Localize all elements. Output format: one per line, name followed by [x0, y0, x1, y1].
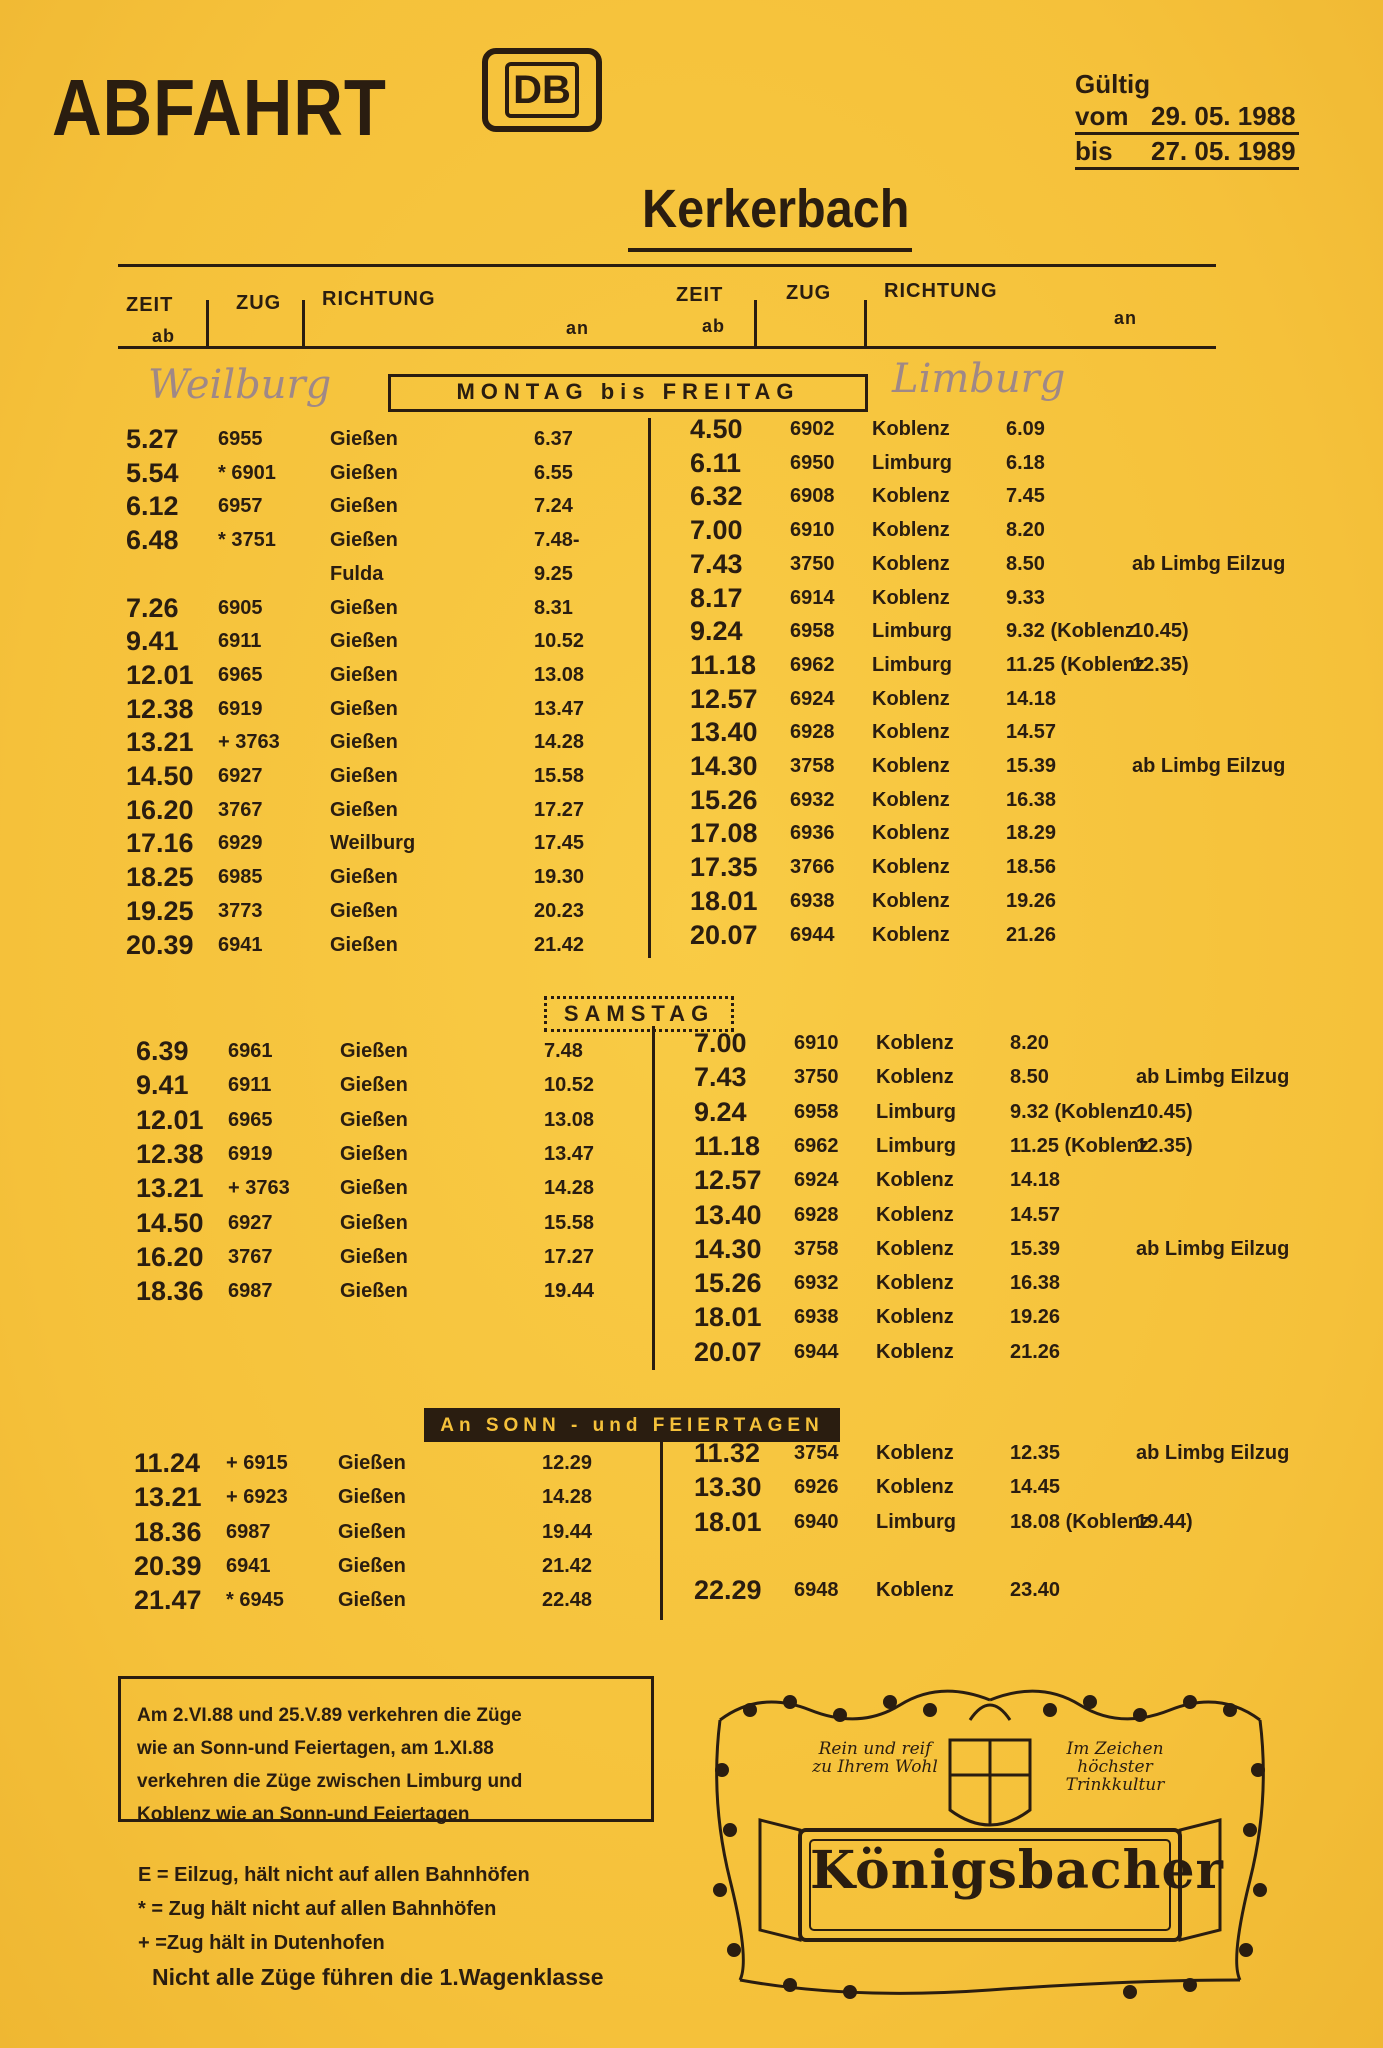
header-bottom-rule: [118, 346, 1216, 349]
destination: Limburg: [872, 451, 952, 474]
arrival-time: 18.08 (Koblenz: [1010, 1510, 1151, 1533]
train-number: + 3763: [228, 1177, 290, 1200]
arrival-time: 6.37: [534, 428, 573, 450]
train-number: 6940: [794, 1510, 839, 1533]
destination: Limburg: [876, 1510, 956, 1533]
arrival-time: 6.09: [1006, 418, 1045, 440]
arrival-time: 12.35: [1010, 1442, 1061, 1464]
destination: Gießen: [340, 1177, 408, 1200]
departure-time: 13.40: [690, 717, 758, 748]
departure-time: 9.24: [694, 1096, 747, 1127]
departure-time: 16.20: [136, 1241, 204, 1272]
arrival-time: 8.31: [534, 596, 573, 619]
destination: Koblenz: [876, 1066, 954, 1089]
arrival-time: 16.38: [1006, 788, 1057, 811]
train-number: 6985: [218, 866, 263, 889]
departure-time: 18.01: [694, 1506, 762, 1537]
arrival-time: 17.45: [534, 832, 585, 855]
section-weekday: MONTAG bis FREITAG: [388, 374, 868, 412]
center-separator: [660, 1440, 663, 1620]
arrival-time: 9.32 (Koblenz: [1006, 620, 1135, 643]
remark: ab Limbg Eilzug: [1136, 1237, 1290, 1260]
departure-time: 12.57: [694, 1165, 762, 1196]
train-number: * 6945: [226, 1589, 284, 1612]
arrival-time: 22.48: [542, 1589, 593, 1612]
departure-time: 18.01: [694, 1302, 762, 1333]
section-sunday: An SONN - und FEIERTAGEN: [424, 1408, 840, 1442]
train-number: 3750: [794, 1066, 839, 1089]
arrival-time: 20.23: [534, 899, 585, 922]
departure-time: 19.25: [126, 895, 194, 926]
arrival-time: 7.24: [534, 495, 573, 518]
departure-time: 8.17: [690, 582, 743, 613]
destination: Gießen: [330, 866, 398, 889]
arrival-time: 19.26: [1010, 1306, 1061, 1329]
departure-time: 12.01: [126, 659, 194, 690]
destination: Koblenz: [876, 1340, 954, 1363]
train-number: 6905: [218, 596, 263, 619]
departure-time: 18.36: [136, 1276, 204, 1307]
train-number: 6962: [794, 1134, 839, 1157]
note-line: Am 2.VI.88 und 25.V.89 verkehren die Züge: [137, 1705, 522, 1726]
train-number: 6938: [794, 1306, 839, 1329]
destination: Koblenz: [872, 721, 950, 744]
train-number: 6914: [790, 586, 835, 609]
train-number: 6911: [218, 630, 262, 653]
train-number: 6908: [790, 485, 835, 508]
destination: Gießen: [330, 596, 398, 619]
center-separator: [648, 418, 651, 958]
departure-time: 14.30: [690, 751, 758, 781]
destination: Koblenz: [872, 856, 950, 879]
train-number: 6924: [790, 687, 835, 710]
train-number: 6965: [218, 663, 263, 686]
arrival-time: 10.52: [534, 630, 585, 653]
train-number: 6927: [228, 1211, 273, 1234]
train-number: 3758: [790, 755, 835, 777]
departure-time: 7.43: [694, 1062, 747, 1093]
departure-time: 6.39: [136, 1036, 189, 1066]
departure-time: 9.41: [126, 626, 179, 657]
train-number: 3767: [218, 798, 263, 821]
departure-time: 17.16: [126, 828, 194, 859]
arrival-time: 14.18: [1006, 687, 1057, 710]
arrival-time: 17.27: [534, 798, 585, 821]
departure-time: 12.01: [136, 1104, 204, 1135]
col-zug-left: ZUG: [236, 292, 282, 314]
arrival-time: 10.52: [544, 1074, 595, 1097]
departure-time: 16.20: [126, 794, 194, 825]
departure-time: 7.26: [126, 592, 179, 623]
arrival-time: 18.29: [1006, 822, 1057, 845]
train-number: 6928: [790, 721, 835, 744]
destination: Koblenz: [876, 1237, 954, 1260]
departure-time: 15.26: [690, 784, 758, 815]
destination: Gießen: [340, 1280, 408, 1303]
destination: Koblenz: [876, 1032, 954, 1054]
arrival-time: 13.08: [534, 663, 585, 686]
koenigsbacher-advert: [700, 1680, 1280, 2010]
train-number: * 3751: [218, 529, 276, 552]
arrival-time: 7.48: [544, 1040, 583, 1062]
station-underline: [628, 248, 912, 252]
remark: ab Limbg Eilzug: [1136, 1442, 1290, 1464]
arrival-time: 14.45: [1010, 1476, 1061, 1499]
destination: Koblenz: [872, 552, 950, 575]
col-an-left: an: [566, 318, 590, 338]
train-number: 6958: [794, 1100, 839, 1123]
arrival-time: 18.56: [1006, 856, 1057, 879]
destination: Koblenz: [872, 418, 950, 440]
destination: Limburg: [872, 620, 952, 643]
departure-time: 5.54: [126, 457, 179, 488]
arrival-time: 19.26: [1006, 889, 1057, 912]
destination: Koblenz: [876, 1169, 954, 1192]
departure-time: 11.32: [694, 1438, 761, 1468]
destination: Gießen: [330, 630, 398, 653]
departure-time: 5.27: [126, 424, 179, 454]
station-name: Kerkerbach: [642, 179, 910, 239]
departure-time: 6.48: [126, 525, 179, 556]
departure-time: 18.25: [126, 862, 194, 893]
departure-time: 9.41: [136, 1070, 189, 1101]
destination: Limburg: [872, 653, 952, 676]
arrival-time: 14.28: [544, 1177, 595, 1200]
train-number: 6924: [794, 1169, 839, 1192]
destination: Limburg: [876, 1134, 956, 1157]
db-logo-text: DB: [505, 62, 579, 118]
departure-time: 11.18: [694, 1130, 761, 1161]
departure-time: 14.50: [126, 761, 194, 791]
center-separator: [652, 1026, 655, 1370]
header-divider: [206, 300, 209, 348]
train-number: 6911: [228, 1074, 272, 1097]
arrival-time: 14.57: [1006, 721, 1057, 744]
notes-box: [118, 1676, 654, 1825]
destination: Koblenz: [872, 822, 950, 845]
col-ab-right: ab: [702, 316, 726, 336]
departure-time: 6.12: [126, 491, 179, 522]
departure-time: 11.18: [690, 649, 757, 680]
validity-from-row: [1075, 100, 1299, 135]
departure-time: 6.11: [690, 447, 742, 478]
train-number: 6919: [218, 697, 263, 720]
arrival-time: 16.38: [1010, 1272, 1061, 1295]
destination: Gießen: [330, 765, 398, 787]
note-line: Koblenz wie an Sonn-und Feiertagen: [137, 1804, 470, 1825]
destination: Gießen: [330, 428, 398, 450]
validity-to-date: 27. 05. 1989: [1151, 136, 1296, 166]
destination: Koblenz: [876, 1306, 954, 1329]
arrival-time: 8.20: [1010, 1032, 1049, 1054]
train-number: 6929: [218, 832, 263, 855]
col-zeit-left: ZEIT: [126, 294, 174, 316]
departure-time: 22.29: [694, 1575, 762, 1606]
train-number: 6955: [218, 428, 263, 450]
remark: 10.45): [1132, 620, 1189, 643]
departure-time: 9.24: [690, 616, 743, 647]
col-richtung-right: RICHTUNG: [884, 280, 998, 302]
departure-time: 7.00: [694, 1028, 747, 1058]
train-number: 6957: [218, 495, 263, 518]
arrival-time: 9.32 (Koblenz: [1010, 1100, 1139, 1123]
destination: Koblenz: [872, 519, 950, 542]
departure-time: 13.21: [126, 727, 194, 758]
train-number: 6944: [790, 923, 835, 946]
arrival-time: 7.48-: [534, 529, 580, 552]
arrival-time: 23.40: [1010, 1579, 1061, 1602]
arrival-time: 8.50: [1006, 552, 1045, 575]
destination: Koblenz: [872, 923, 950, 946]
train-number: 6941: [226, 1554, 271, 1577]
destination: Gießen: [338, 1554, 406, 1577]
arrival-time: 13.47: [544, 1142, 595, 1165]
arrival-time: 21.42: [542, 1554, 593, 1577]
destination: Gießen: [330, 529, 398, 552]
departure-time: 20.39: [134, 1550, 202, 1581]
destination: Gießen: [330, 663, 398, 686]
departure-time: 17.08: [690, 818, 758, 849]
arrival-time: 15.39: [1006, 755, 1057, 777]
destination: Gießen: [338, 1589, 406, 1612]
train-number: 6944: [794, 1340, 839, 1363]
validity-from-date: 29. 05. 1988: [1151, 101, 1296, 131]
arrival-time: 8.20: [1006, 519, 1045, 542]
destination: Gießen: [330, 798, 398, 821]
arrival-time: 19.44: [542, 1520, 593, 1543]
arrival-time: 14.18: [1010, 1169, 1061, 1192]
arrival-time: 6.55: [534, 461, 573, 484]
arrival-time: 14.28: [542, 1486, 593, 1509]
train-number: 6926: [794, 1476, 839, 1499]
destination: Gießen: [340, 1142, 408, 1165]
arrival-time: 13.47: [534, 697, 585, 720]
train-number: 6948: [794, 1579, 839, 1602]
destination: Limburg: [876, 1100, 956, 1123]
remark: ab Limbg Eilzug: [1132, 755, 1286, 777]
advert-motto-left-1: Rein und reif: [818, 1739, 932, 1759]
validity-to-label: bis: [1075, 136, 1113, 166]
departure-time: 17.35: [690, 852, 758, 883]
train-number: 3758: [794, 1237, 839, 1260]
note-line: verkehren die Züge zwischen Limburg und: [137, 1771, 523, 1792]
destination: Koblenz: [872, 485, 950, 508]
train-number: + 6923: [226, 1486, 288, 1509]
train-number: 3773: [218, 899, 263, 922]
train-number: 6950: [790, 451, 835, 474]
train-number: 6936: [790, 822, 835, 845]
legend-wagenklasse: Nicht alle Züge führen die 1.Wagenklasse: [152, 1964, 604, 1990]
departure-time: 20.07: [690, 919, 758, 950]
arrival-time: 11.25 (Koblenz: [1010, 1134, 1149, 1157]
departure-time: 15.26: [694, 1268, 762, 1299]
train-number: 6987: [228, 1280, 273, 1303]
destination: Gießen: [340, 1040, 408, 1062]
destination: Weilburg: [330, 832, 416, 855]
destination: Gießen: [340, 1074, 408, 1097]
train-number: 6965: [228, 1108, 273, 1131]
departure-time: 20.07: [694, 1336, 762, 1367]
arrival-time: 12.29: [542, 1452, 593, 1474]
destination: Gießen: [330, 933, 398, 956]
remark: ab Limbg Eilzug: [1136, 1066, 1290, 1089]
train-number: 6987: [226, 1520, 271, 1543]
destination: Koblenz: [872, 755, 950, 777]
db-logo: [482, 48, 602, 132]
destination: Koblenz: [872, 788, 950, 811]
advert-brand: Königsbacher: [810, 1840, 1224, 1901]
col-an-right: an: [1114, 308, 1138, 328]
destination: Koblenz: [872, 586, 950, 609]
departure-time: 18.36: [134, 1516, 202, 1547]
col-zeit-right: ZEIT: [676, 284, 724, 306]
departure-time: 13.21: [134, 1482, 202, 1513]
train-number: 6928: [794, 1203, 839, 1226]
destination: Gießen: [338, 1486, 406, 1509]
train-number: 6961: [228, 1040, 273, 1062]
arrival-time: 15.58: [544, 1211, 595, 1234]
arrival-time: 15.58: [534, 765, 585, 787]
header-top-rule: [118, 264, 1216, 267]
departure-time: 11.24: [134, 1448, 201, 1478]
departure-time: 12.57: [690, 683, 758, 714]
train-number: 6927: [218, 765, 263, 787]
legend-star: * = Zug hält nicht auf allen Bahnhöfen: [138, 1898, 497, 1920]
train-number: 6910: [794, 1032, 839, 1054]
departure-time: 18.01: [690, 885, 758, 916]
train-number: 3754: [794, 1442, 839, 1464]
arrival-time: 9.33: [1006, 586, 1045, 609]
destination: Koblenz: [876, 1442, 954, 1464]
validity-label: Gültig: [1075, 69, 1151, 99]
col-richtung-left: RICHTUNG: [322, 288, 436, 310]
arrival-time: 14.28: [534, 731, 585, 754]
arrival-time: 21.26: [1010, 1340, 1061, 1363]
train-number: 6932: [794, 1272, 839, 1295]
train-number: 3750: [790, 552, 835, 575]
validity-from-label: vom: [1075, 101, 1129, 131]
arrival-time: 11.25 (Koblenz: [1006, 653, 1145, 676]
destination: Koblenz: [872, 687, 950, 710]
destination: Koblenz: [872, 889, 950, 912]
departure-time: 21.47: [134, 1585, 202, 1616]
destination: Koblenz: [876, 1476, 954, 1499]
departure-time: 13.30: [694, 1472, 762, 1503]
destination: Gießen: [330, 697, 398, 720]
train-number: + 6915: [226, 1452, 288, 1474]
destination: Gießen: [338, 1452, 406, 1474]
destination: Koblenz: [876, 1272, 954, 1295]
destination: Fulda: [330, 562, 384, 585]
departure-time: 20.39: [126, 929, 194, 960]
departure-time: 4.50: [690, 414, 743, 444]
train-number: 3766: [790, 856, 835, 879]
remark: ab Limbg Eilzug: [1132, 552, 1286, 575]
validity-block: [1075, 68, 1299, 170]
departure-time: 6.32: [690, 481, 743, 512]
arrival-time: 9.25: [534, 562, 573, 585]
arrival-time: 19.30: [534, 866, 585, 889]
handwritten-limburg: Limburg: [892, 356, 1066, 402]
legend-eilzug: E = Eilzug, hält nicht auf allen Bahnhöfen: [138, 1864, 530, 1886]
destination: Gießen: [340, 1211, 408, 1234]
destination: Gießen: [330, 461, 398, 484]
departure-time: 12.38: [136, 1138, 204, 1169]
arrival-time: 13.08: [544, 1108, 595, 1131]
train-number: 6962: [790, 653, 835, 676]
arrival-time: 7.45: [1006, 485, 1045, 508]
train-number: 6932: [790, 788, 835, 811]
train-number: + 3763: [218, 731, 280, 754]
advert-motto-right-2: höchster Trinkkultur: [1065, 1757, 1165, 1795]
arrival-time: 21.42: [534, 933, 585, 956]
destination: Gießen: [340, 1108, 408, 1131]
departure-time: 7.43: [690, 548, 743, 579]
destination: Gießen: [340, 1245, 408, 1268]
destination: Koblenz: [876, 1579, 954, 1602]
arrival-time: 21.26: [1006, 923, 1057, 946]
col-zug-right: ZUG: [786, 282, 832, 304]
departure-time: 7.00: [690, 515, 743, 546]
arrival-time: 15.39: [1010, 1237, 1061, 1260]
page-title: ABFAHRT: [52, 63, 387, 152]
arrival-time: 6.18: [1006, 451, 1045, 474]
header-divider: [302, 300, 305, 348]
departure-time: 14.30: [694, 1233, 762, 1264]
train-number: 6919: [228, 1142, 273, 1165]
handwritten-weilburg: Weilburg: [148, 362, 332, 408]
arrival-time: 14.57: [1010, 1203, 1061, 1226]
arrival-time: 8.50: [1010, 1066, 1049, 1089]
header-divider: [864, 300, 867, 348]
arrival-time: 19.44: [544, 1280, 595, 1303]
departure-time: 14.50: [136, 1207, 204, 1238]
train-number: 3767: [228, 1245, 273, 1268]
train-number: 6938: [790, 889, 835, 912]
advert-motto-left-2: zu Ihrem Wohl: [812, 1757, 938, 1777]
remark: 19.44): [1136, 1510, 1193, 1533]
advert-motto-right-1: Im Zeichen: [1066, 1739, 1164, 1759]
validity-to-row: [1075, 135, 1299, 170]
destination: Gießen: [338, 1520, 406, 1543]
departure-time: 13.21: [136, 1173, 204, 1204]
train-number: 6910: [790, 519, 835, 542]
remark: 12.35): [1136, 1134, 1193, 1157]
arrival-time: 17.27: [544, 1245, 595, 1268]
departure-time: 12.38: [126, 693, 194, 724]
destination: Gießen: [330, 495, 398, 518]
destination: Gießen: [330, 899, 398, 922]
header-divider: [754, 300, 757, 348]
remark: 10.45): [1136, 1100, 1193, 1123]
note-line: wie an Sonn-und Feiertagen, am 1.XI.88: [137, 1738, 494, 1759]
train-number: 6902: [790, 418, 835, 440]
col-ab-left: ab: [152, 326, 176, 346]
departure-time: 13.40: [694, 1199, 762, 1230]
train-number: 6941: [218, 933, 263, 956]
destination: Gießen: [330, 731, 398, 754]
legend-plus: + =Zug hält in Dutenhofen: [138, 1932, 385, 1954]
section-saturday: SAMSTAG: [544, 996, 734, 1032]
remark: 12.35): [1132, 653, 1189, 676]
train-number: 6958: [790, 620, 835, 643]
destination: Koblenz: [876, 1203, 954, 1226]
train-number: * 6901: [218, 461, 276, 484]
